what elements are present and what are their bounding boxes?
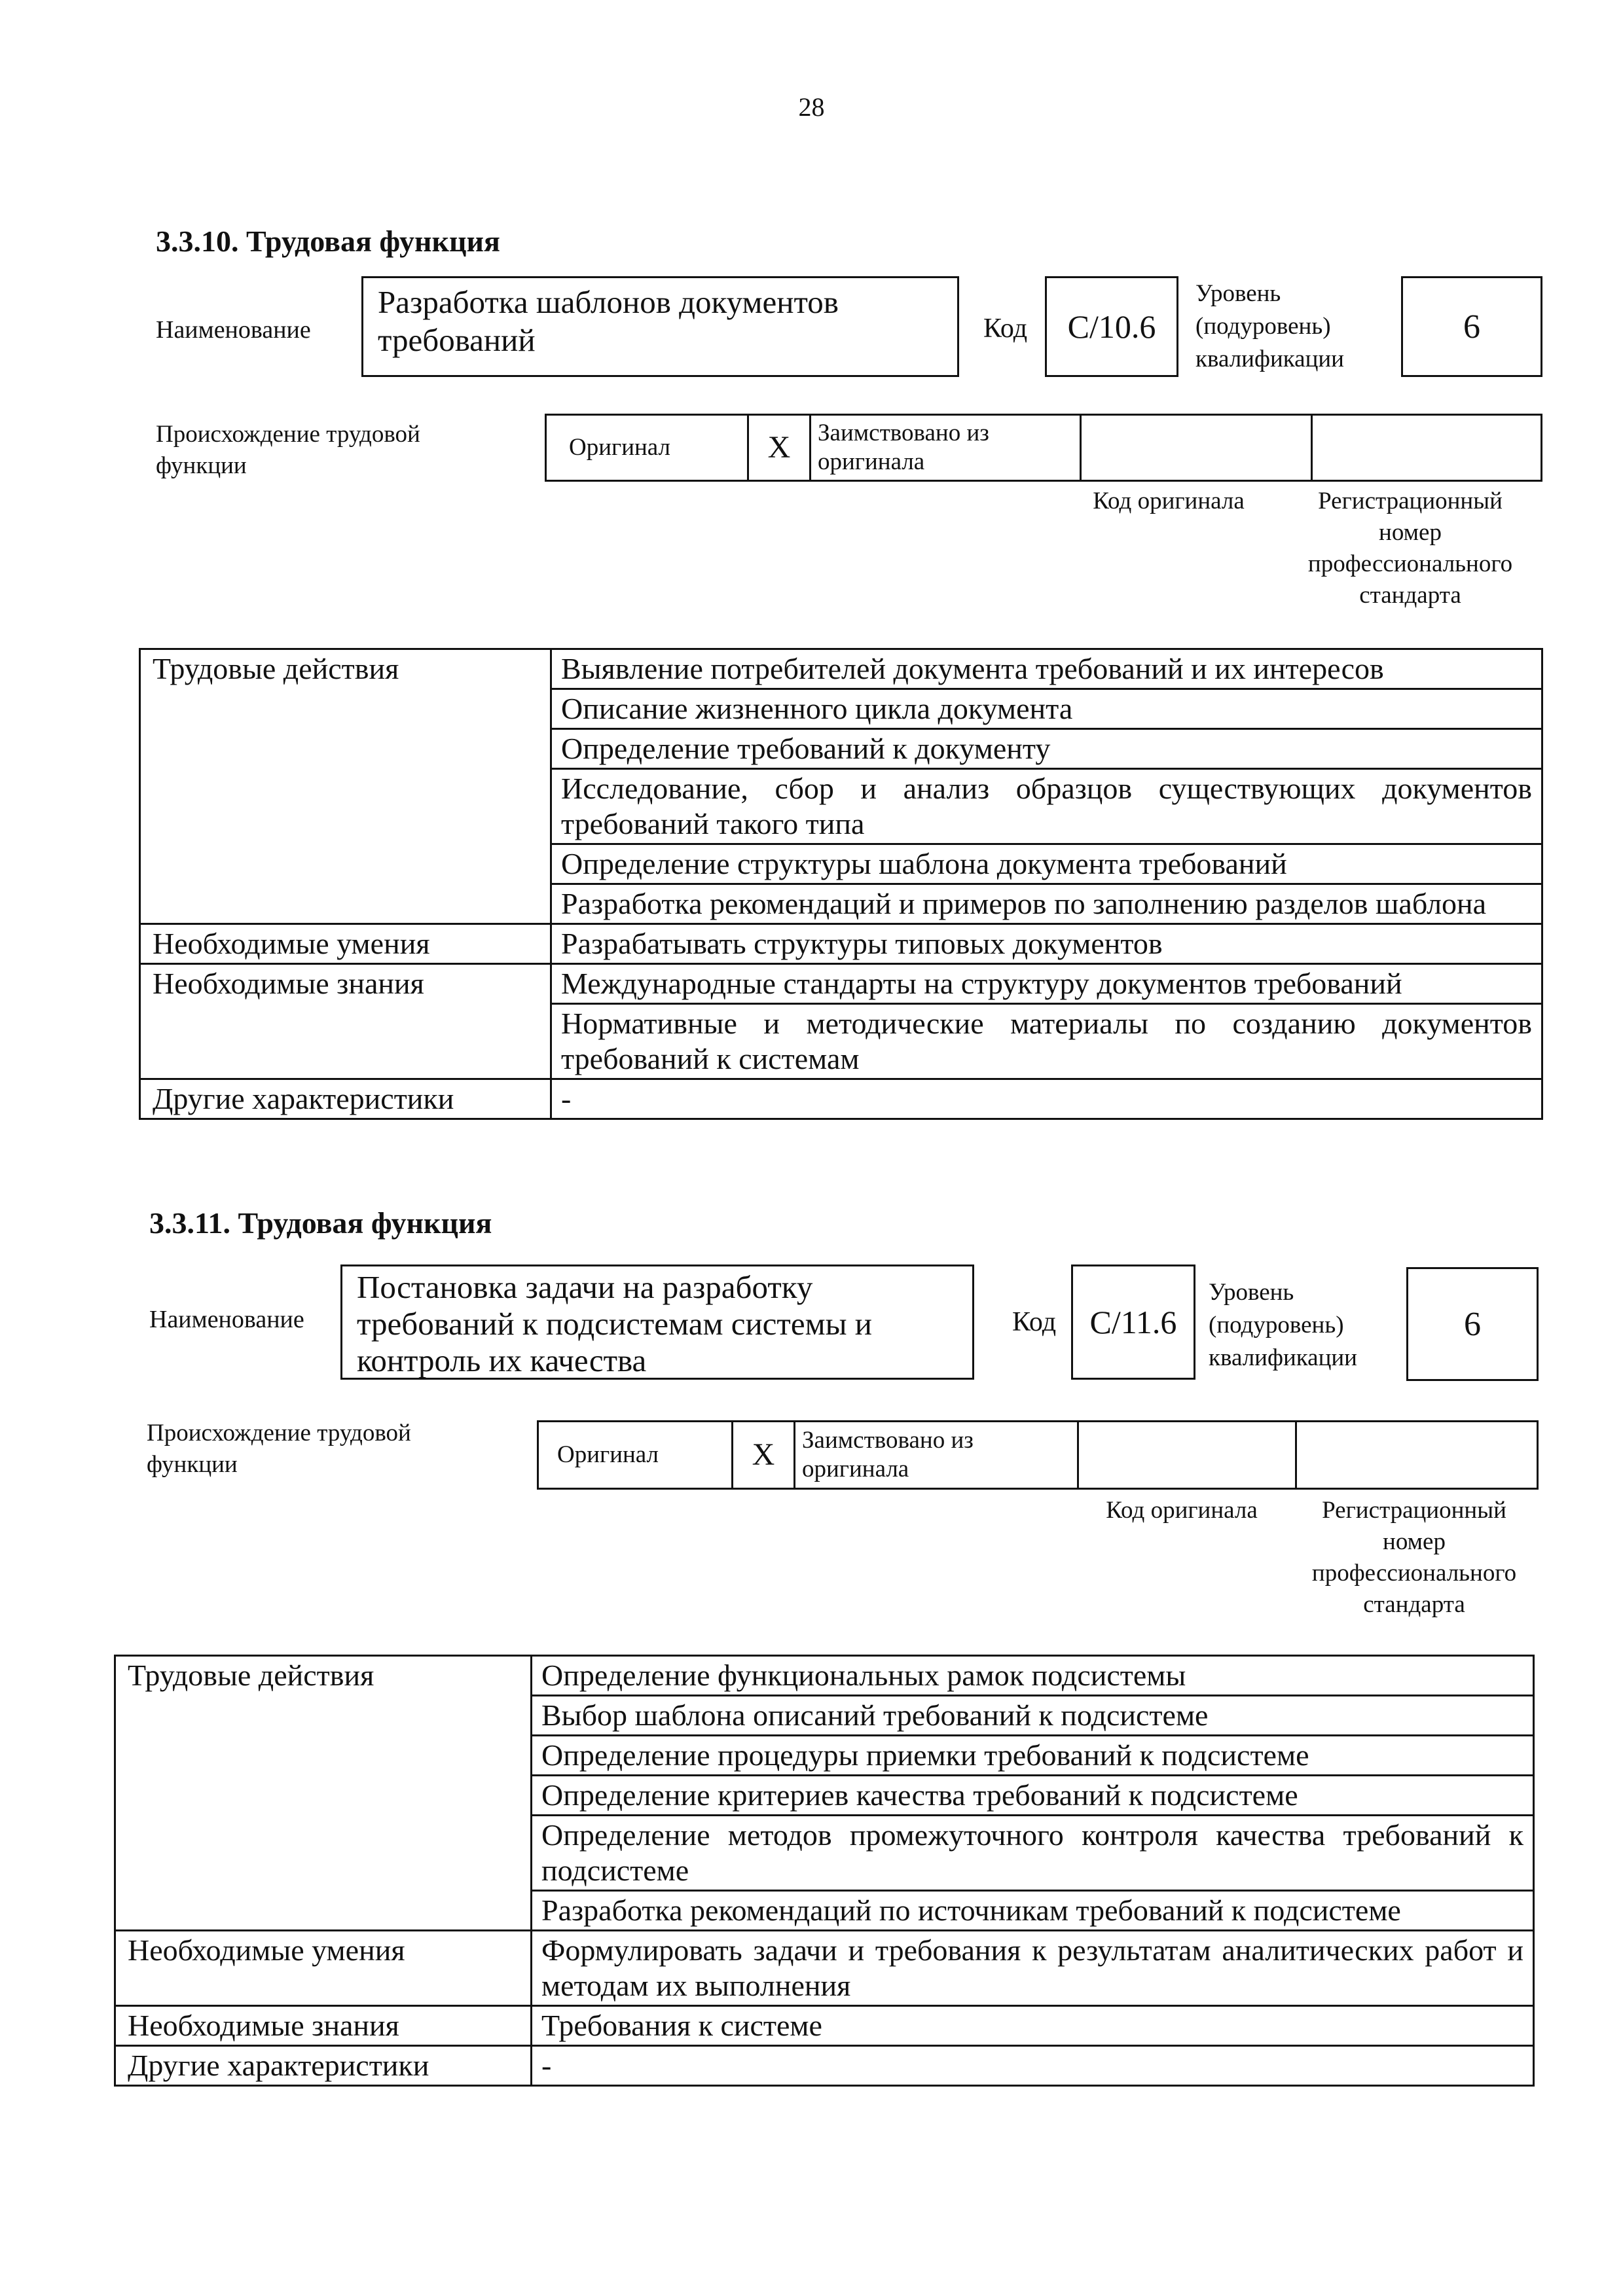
level-label-line: квалификации [1209,1344,1357,1371]
code-label: Код [983,314,1028,344]
table-row [140,964,1542,1004]
labor-action-item: Выбор шаблона описаний требований к подсистеме [532,1696,1534,1736]
origin-mark-cell: X [748,415,811,481]
table-row [115,1656,1534,1696]
function-name-text [342,1266,972,1379]
labor-function-table-3-3-11 [114,1655,1535,2087]
level-value: 6 [1463,308,1480,346]
original-code-cell [1078,1422,1296,1489]
code-value: C/10.6 [1067,308,1156,345]
table-row [115,2006,1534,2046]
reg-caption-line: профессионального [1307,550,1513,577]
level-label-line: (подуровень) [1195,313,1331,340]
labor-action-item: Определение требований к документу [551,729,1542,769]
labor-action-item: Разработка рекомендаций по источникам требований к подсистеме [532,1891,1534,1931]
function-name-box [340,1265,974,1380]
labor-action-item: Определение структуры шаблона документа требований [551,844,1542,884]
registration-number-cell [1296,1422,1538,1489]
section-title-3-3-11: 3.3.11. Трудовая функция [149,1206,492,1240]
table-row [115,1931,1534,2006]
function-name-text [363,278,957,359]
labor-action-item: Определение критериев качества требований к подсистеме [532,1776,1534,1816]
labor-action-item: Определение методов промежуточного контроля качества требований к подсистеме [532,1816,1534,1891]
origin-original-cell: Оригинал [538,1422,733,1489]
reg-caption-line: Регистрационный [1322,1497,1506,1524]
table-row [140,924,1542,964]
level-label-line: Уровень [1195,280,1281,307]
level-label-line: Уровень [1209,1279,1294,1306]
function-name-line: Разработка шаблонов документов [378,284,839,320]
original-code-cell [1081,415,1312,481]
code-original-caption: Код оригинала [1093,488,1245,514]
reg-caption-line: профессионального [1311,1560,1517,1587]
table-row [140,649,1542,689]
level-box [1406,1267,1539,1381]
origin-label-line: Происхождение трудовой [156,421,420,448]
code-box [1045,276,1178,377]
origin-original-cell: Оригинал [546,415,748,481]
origin-table [537,1420,1539,1490]
section-title-3-3-10: 3.3.10. Трудовая функция [156,224,500,258]
labor-function-table-3-3-10 [139,648,1543,1120]
borrowed-line: оригинала [802,1456,909,1482]
level-label-line: (подуровень) [1209,1312,1344,1338]
qualification-level-label [1195,278,1344,376]
origin-label-line: функции [147,1451,238,1478]
qualification-level-label [1209,1276,1357,1374]
function-name-box [361,276,959,377]
level-label-line: квалификации [1195,346,1344,372]
origin-label-line: функции [156,452,247,479]
table-row [115,2046,1534,2086]
borrowed-line: Заимствовано из [802,1427,974,1454]
code-original-caption: Код оригинала [1106,1497,1258,1524]
knowledge-item: Международные стандарты на структуру документов требований [551,964,1542,1004]
other-characteristics-value: - [551,1079,1542,1119]
registration-number-caption [1278,486,1542,611]
code-label: Код [1012,1307,1057,1337]
origin-borrowed-cell [811,415,1081,481]
skills-label: Необходимые умения [115,1931,532,2006]
code-box [1071,1265,1195,1380]
function-name-line: требований к подсистемам системы и [357,1306,872,1342]
skills-label: Необходимые умения [140,924,551,964]
labor-actions-label: Трудовые действия [115,1656,532,1931]
reg-caption-line: стандарта [1359,582,1461,609]
registration-number-cell [1312,415,1542,481]
code-value: C/11.6 [1089,1304,1177,1340]
table-row [140,1079,1542,1119]
reg-caption-line: стандарта [1363,1591,1465,1618]
function-name-line: Постановка задачи на разработку [357,1269,813,1305]
reg-caption-line: Регистрационный [1318,488,1503,514]
labor-action-item: Определение функциональных рамок подсистемы [532,1656,1534,1696]
skill-item: Формулировать задачи и требования к результатам аналитических работ и методам их выполнения [532,1931,1534,2006]
skill-item: Разрабатывать структуры типовых документов [551,924,1542,964]
origin-label [156,419,420,482]
registration-number-caption [1282,1495,1546,1621]
labor-action-item: Исследование, сбор и анализ образцов существующих документов требований такого типа [551,769,1542,844]
name-label: Наименование [149,1306,304,1333]
level-box [1401,276,1542,377]
reg-caption-line: номер [1383,1528,1446,1555]
origin-mark-cell: X [733,1422,795,1489]
knowledge-item: Нормативные и методические материалы по созданию документов требований к системам [551,1004,1542,1079]
knowledge-label: Необходимые знания [140,964,551,1079]
borrowed-line: оригинала [818,448,925,475]
other-characteristics-label: Другие характеристики [140,1079,551,1119]
name-label: Наименование [156,316,311,344]
reg-caption-line: номер [1379,519,1442,546]
other-characteristics-value: - [532,2046,1534,2086]
origin-label-line: Происхождение трудовой [147,1420,411,1446]
labor-action-item: Определение процедуры приемки требований к подсистеме [532,1736,1534,1776]
knowledge-label: Необходимые знания [115,2006,532,2046]
origin-label [147,1418,411,1480]
labor-action-item: Выявление потребителей документа требований и их интересов [551,649,1542,689]
function-name-line: контроль их качества [357,1342,647,1378]
function-name-line: требований [378,322,536,358]
knowledge-item: Требования к системе [532,2006,1534,2046]
other-characteristics-label: Другие характеристики [115,2046,532,2086]
labor-action-item: Описание жизненного цикла документа [551,689,1542,729]
page-number: 28 [798,92,825,122]
labor-action-item: Разработка рекомендаций и примеров по заполнению разделов шаблона [551,884,1542,924]
origin-table [545,414,1542,482]
borrowed-line: Заимствовано из [818,420,989,446]
labor-actions-label: Трудовые действия [140,649,551,924]
origin-borrowed-cell [795,1422,1078,1489]
level-value: 6 [1464,1305,1481,1343]
